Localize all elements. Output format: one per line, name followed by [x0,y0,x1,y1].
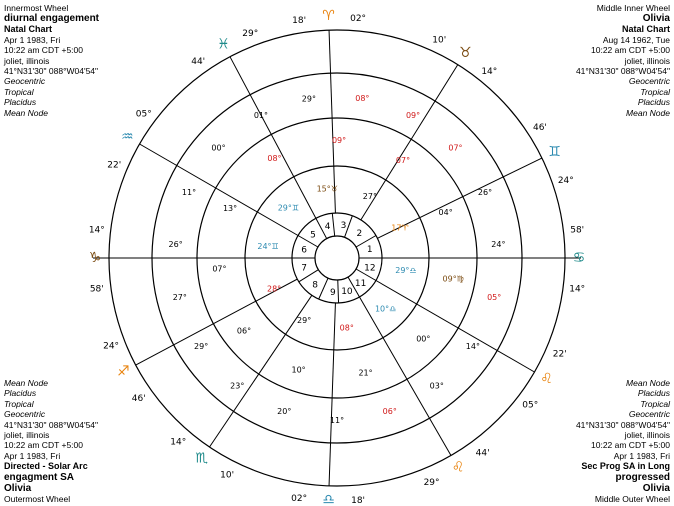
house-number-8: 8 [312,280,319,291]
house-number-11: 11 [354,278,367,289]
cusp-minutes: 46' [131,393,146,404]
outer-ring-label-1: 29° [301,94,316,104]
outer-ring-label-17: 11° [181,188,197,198]
wheel-ring-6 [315,236,359,280]
middle-ring-label-7: 00° [416,334,431,344]
cusp-sign-glyph: ♋ [572,250,586,266]
inner-ring-label-9: 29° [297,315,312,325]
chart-date: Apr 1 1983, Fri [613,450,670,461]
cusp-minutes: 10' [432,35,447,46]
chart-title: engagment SA [4,471,75,483]
chart-zodiac: Geocentric [628,76,670,87]
cusp-sign-glyph: ♉ [458,44,472,61]
chart-method: Directed - Solar Arc [4,461,88,472]
outer-ring-label-12: 20° [277,407,292,417]
cusp-sign-glyph: ♏ [195,450,208,467]
chart-subtitle: Natal Chart [4,24,53,35]
panel-caption: Middle Inner Wheel [596,3,670,13]
chart-coords: 41°N31'30" 088°W04'54" [575,66,670,77]
outer-ring-label-6: 24° [491,239,506,249]
planet-degree-labels [169,94,506,425]
cusp-sign-glyph: ♓ [217,36,230,53]
cusp-minutes: 22' [552,349,567,360]
cusp-degree: 14° [569,284,586,295]
cusp-sign-glyph: ♎ [322,491,335,506]
chart-date: Apr 1 1983, Fri [4,34,61,45]
chart-node: Mean Node [4,107,48,118]
house-number-4: 4 [324,221,331,232]
chart-coords: 41°N31'30" 088°W04'54" [4,419,99,430]
outer-ring-label-19: 01° [253,110,269,120]
chart-time: 10:22 am CDT +5:00 [591,45,670,56]
cusp-minutes: 58' [89,284,104,295]
cusp-degree: 14° [170,437,187,448]
cusp-sign-glyph: ♌ [451,459,465,476]
cusp-degree: 24° [103,341,120,352]
cusp-sign-glyph: ♊ [548,143,561,160]
middle-ring-label-5: 04° [438,207,453,217]
chart-zodiac: Geocentric [628,409,670,420]
chart-system: Tropical [4,86,34,97]
cusp-sign-glyph: ♈ [322,8,335,25]
outer-ring-label-5: 26° [477,188,493,198]
middle-ring-label-2: 08° [267,153,282,163]
cusp-sign-glyph: ♐ [117,363,130,380]
cusp-degree: 24° [557,176,574,187]
house-number-3: 3 [340,221,347,232]
chart-houses: Placidus [637,97,670,108]
cusp-minutes: 58' [570,225,585,236]
chart-houses: Placidus [637,388,670,399]
chart-time: 10:22 am CDT +5:00 [4,440,83,451]
chart-coords: 41°N31'30" 088°W04'54" [575,419,670,430]
cusp-minutes: 46' [532,123,547,134]
cusp-degree: 02° [350,13,367,24]
inner-ring-label-5: 17♈ [391,223,409,233]
cusp-sign-glyph: ♑ [88,250,102,266]
house-number-12: 12 [364,263,376,274]
cusp-line-11 [230,57,316,219]
inner-cusp-line-10 [332,213,334,236]
house-number-7: 7 [301,263,308,274]
house-number-1: 1 [366,245,373,256]
cusp-degree: 29° [423,477,440,488]
outer-ring-label-8: 14° [465,342,480,352]
chart-houses: Placidus [4,388,37,399]
chart-name: Olivia [642,482,670,494]
middle-ring-label-3: 09° [331,136,347,146]
inner-ring-label-6: 29°♎ [395,266,417,276]
chart-place: joliet, illinois [624,55,670,66]
panel-caption: Outermost Wheel [4,493,71,504]
inner-ring-label-4: 27° [362,192,377,202]
chart-houses: Placidus [4,97,37,108]
cusp-minutes: 44' [475,448,490,459]
chart-time: 10:22 am CDT +5:00 [4,45,83,56]
chart-date: Aug 14 1962, Tue [602,34,670,45]
middle-ring-label-4: 07° [395,156,411,166]
chart-system: Tropical [640,86,670,97]
cusp-degree: 14° [88,225,105,236]
outer-ring-label-15: 27° [172,293,187,303]
outer-ring-label-14: 29° [194,342,209,352]
middle-ring-label-9: 10° [291,365,306,375]
chart-date: Apr 1 1983, Fri [4,450,61,461]
outer-cusp-labels [89,8,586,506]
cusp-minutes: 10' [220,470,235,481]
inner-ring-label-8: 08° [339,323,354,333]
cusp-degree: 14° [481,66,498,77]
cusp-line-4 [329,303,335,486]
middle-ring-label-8: 21° [358,368,373,378]
chart-time: 10:22 am CDT +5:00 [591,440,670,451]
cusp-degree: 02° [291,494,308,505]
chart-system: Tropical [4,398,34,409]
house-number-5: 5 [310,230,316,241]
inner-ring-label-1: 24°♊ [257,241,279,251]
outer-ring-label-11: 11° [329,416,345,425]
outer-ring-label-10: 06° [382,407,397,417]
outer-ring-label-7: 05° [487,293,502,303]
outer-ring-label-18: 00° [211,143,226,153]
cusp-line-5 [360,297,452,455]
outer-ring-label-9: 03° [429,381,444,391]
cusp-minutes: 22' [107,160,122,171]
panel-caption: Middle Outer Wheel [594,493,670,504]
chart-subtitle: Natal Chart [621,24,670,35]
house-number-9: 9 [329,288,336,299]
outer-ring-label-2: 08° [355,93,370,103]
panel-caption: Innermost Wheel [4,3,69,13]
cusp-degree: 05° [522,400,539,411]
house-number-2: 2 [356,228,363,239]
chart-place: joliet, illinois [4,55,50,66]
chart-place: joliet, illinois [4,429,50,440]
inner-cusp-line-4 [338,280,339,303]
chart-name: Olivia [4,482,32,494]
outer-ring-label-4: 07° [448,143,463,153]
middle-ring-label-10: 06° [236,326,252,336]
cusp-sign-glyph: ♒ [121,129,134,145]
cusp-sign-glyph: ♌ [540,371,553,387]
chart-node: Mean Node [626,377,670,388]
cusp-minutes: 44' [191,56,206,67]
house-number-6: 6 [301,245,308,256]
middle-ring-label-11: 07° [212,264,227,274]
chart-node: Mean Node [626,107,670,118]
inner-ring-label-3: 15°♉ [316,184,338,194]
chart-title: diurnal engagement [4,13,100,25]
chart-place: joliet, illinois [624,429,670,440]
inner-ring-label-2: 29°♊ [277,203,300,213]
middle-ring-label-6: 09°♍ [442,274,464,284]
middle-ring-label-1: 13° [222,204,238,214]
chart-method: Sec Prog SA in Long [581,461,670,472]
chart-node: Mean Node [4,377,48,388]
outer-ring-label-3: 09° [405,110,421,120]
house-number-10: 10 [341,287,353,298]
cusp-line-6 [376,281,534,373]
cusp-degree: 05° [135,109,152,120]
chart-title: progressed [615,471,670,483]
cusp-minutes: 18' [292,15,307,26]
chart-system: Tropical [640,398,670,409]
cusp-minutes: 18' [351,496,366,506]
inner-ring-label-7: 10°♎ [374,304,397,314]
chart-title: Olivia [642,13,670,25]
chart-zodiac: Geocentric [4,76,46,87]
chart-coords: 41°N31'30" 088°W04'54" [4,66,99,77]
inner-cusp-line-3 [319,278,328,299]
chart-zodiac: Geocentric [4,409,46,420]
outer-ring-label-16: 26° [168,239,183,249]
outer-ring-label-13: 23° [230,381,245,391]
cusp-degree: 29° [242,29,259,40]
inner-ring-label-10: 28° [266,284,282,294]
